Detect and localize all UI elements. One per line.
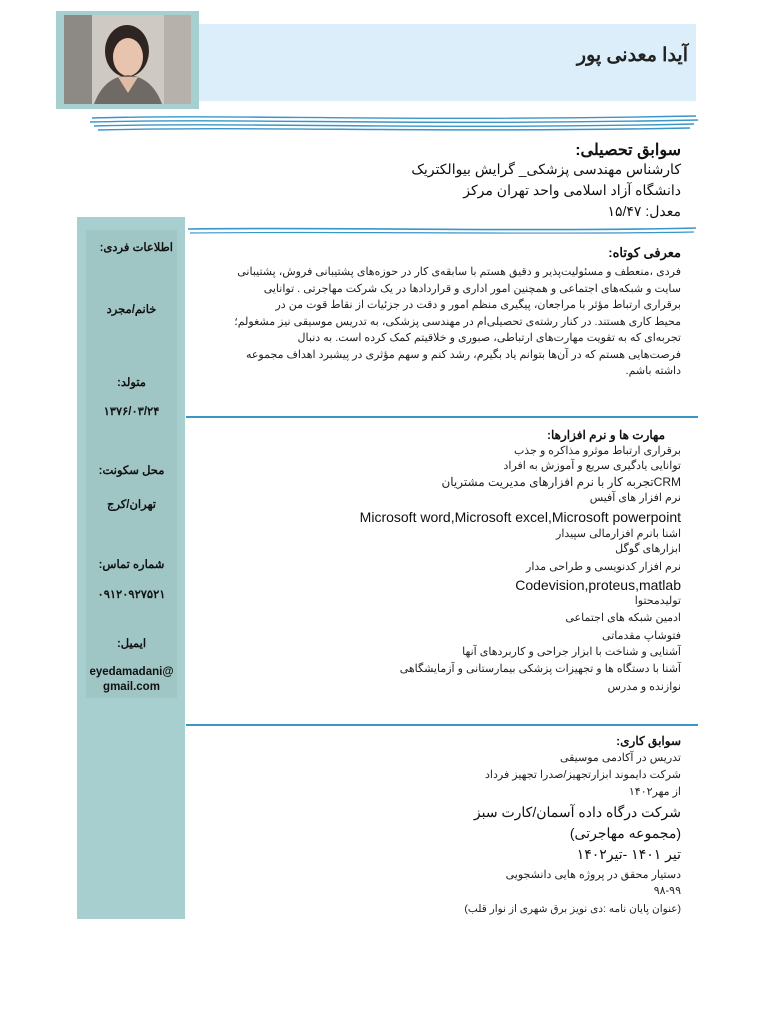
summary-line: برقراری ارتباط مؤثر با مراجعان، پیگیری منظم امور و دقت در جزئیات از نقاط قوت من در (275, 299, 681, 311)
summary-line: فردی ،منعطف و مسئولیت‌پذیر و دقیق هستم با سابقه‌ی کار در حوزه‌های پشتیبانی فروش، پشتیبانی (237, 266, 681, 278)
skill-item: نرم افزار های آفیس (589, 492, 681, 504)
education-university: دانشگاه آزاد اسلامی واحد تهران مرکز (463, 182, 681, 198)
phone-value: ۰۹۱۲۰۹۲۷۵۲۱ (97, 589, 166, 601)
skills-title: مهارت ها و نرم افزارها: (546, 428, 665, 442)
skills-list (181, 444, 681, 695)
summary-line: محیط کاری هستند. در کنار رشته‌ی تحصیلی‌ام در مهندسی پزشکی، به تدریس موسیقی نیز مشغولم؛ (234, 315, 681, 328)
skill-item: اشنا بانرم افزارمالی سپیدار (556, 528, 681, 540)
experience-line: ۹۸-۹۹ (653, 885, 681, 897)
marital-status: خانم/مجرد (106, 304, 157, 316)
experience-line: تیر ۱۴۰۱ -تیر۱۴۰۲ (576, 846, 681, 862)
skill-item: ابزارهای گوگل (615, 543, 681, 555)
profile-photo (64, 15, 191, 104)
education-degree: کارشناس مهندسی پزشکی_ گرایش بیوالکتریک (411, 161, 681, 177)
summary-title: معرفی کوتاه: (608, 245, 681, 260)
skill-item: CRMتجربه کار با نرم افزارهای مدیریت مشتریان (441, 475, 681, 489)
summary-paragraph (191, 264, 681, 380)
skill-item: تولیدمحتوا (634, 595, 681, 607)
residence-value: تهران/کرج (107, 499, 156, 511)
skill-item: آشنا با دستگاه ها و تجهیزات پزشکی بیمارستانی و آزمایشگاهی (399, 663, 681, 675)
skill-item: آشنایی و شناخت با ابزار جراحی و کاربردهای آنها (462, 646, 681, 658)
skill-item: برقراری ارتباط موثرو مذاکره و جذب (513, 445, 681, 457)
experience-title: سوابق کاری: (616, 734, 681, 748)
email-label: ایمیل: (116, 638, 147, 650)
summary-line: فرصت‌هایی هستم که در آن‌ها بتوانم یاد بگیرم، رشد کنم و سهم مؤثری در پیشبرد اهداف مجموعه (245, 348, 681, 361)
skill-item: نوازنده و مدرس (607, 681, 681, 693)
skill-item: توانایی یادگیری سریع و آموزش به افراد (503, 460, 681, 472)
section-rule (186, 416, 698, 418)
birth-label: متولد: (117, 377, 146, 389)
summary-line: سایت و شبکه‌های اجتماعی و همچنین امور اداری و قراردادها در یک شرکت مهاجرتی . توانایی (263, 282, 681, 295)
experience-line: شرکت درگاه داده آسمان/کارت سبز (473, 804, 681, 820)
experience-line: (مجموعه مهاجرتی) (569, 825, 681, 841)
email-line-2: gmail.com (103, 681, 160, 693)
experience-line: تدریس در آکادمی موسیقی (559, 752, 681, 764)
email-value[interactable] (86, 665, 177, 695)
experience-line: شرکت دایموند ابزارتجهیز/صدرا تجهیز فرداد (485, 769, 681, 781)
summary-line: داشته باشم. (625, 365, 681, 377)
decorative-wave-lines (88, 112, 700, 134)
experience-line: از مهر۱۴۰۲ (628, 786, 681, 798)
phone-label: شماره تماس: (98, 559, 165, 571)
email-line-1: eyedamadani@ (89, 666, 174, 678)
skill-item: نرم افزار کدنویسی و طراحی مدار (526, 561, 681, 573)
birth-date: ۱۳۷۶/۰۳/۲۴ (103, 406, 160, 418)
experience-line: دستیار محقق در پروژه هایی دانشجویی (505, 869, 681, 881)
skill-item: Codevision,proteus,matlab (515, 577, 681, 593)
skill-item: ادمین شبکه های اجتماعی (565, 612, 681, 624)
summary-line: تجربه‌ای که به تقویت مهارت‌های ارتباطی، صبوری و خلاقیتم کمک کرده است. به دنبال (297, 332, 681, 344)
section-divider (186, 226, 698, 236)
skill-item: Microsoft word,Microsoft excel,Microsoft powerpoint (359, 509, 681, 525)
skill-item: فتوشاپ مقدماتی (602, 630, 681, 642)
section-rule (186, 724, 698, 726)
personal-info-label: اطلاعات فردی: (99, 242, 173, 254)
experience-line: (عنوان پایان نامه :دی نویز برق شهری از نوار قلب) (464, 903, 681, 915)
education-gpa: معدل: ۱۵/۴۷ (607, 203, 681, 219)
residence-label: محل سکونت: (98, 465, 165, 477)
education-title: سوابق تحصیلی: (575, 142, 681, 159)
candidate-name: آیدا معدنی پور (576, 45, 688, 66)
